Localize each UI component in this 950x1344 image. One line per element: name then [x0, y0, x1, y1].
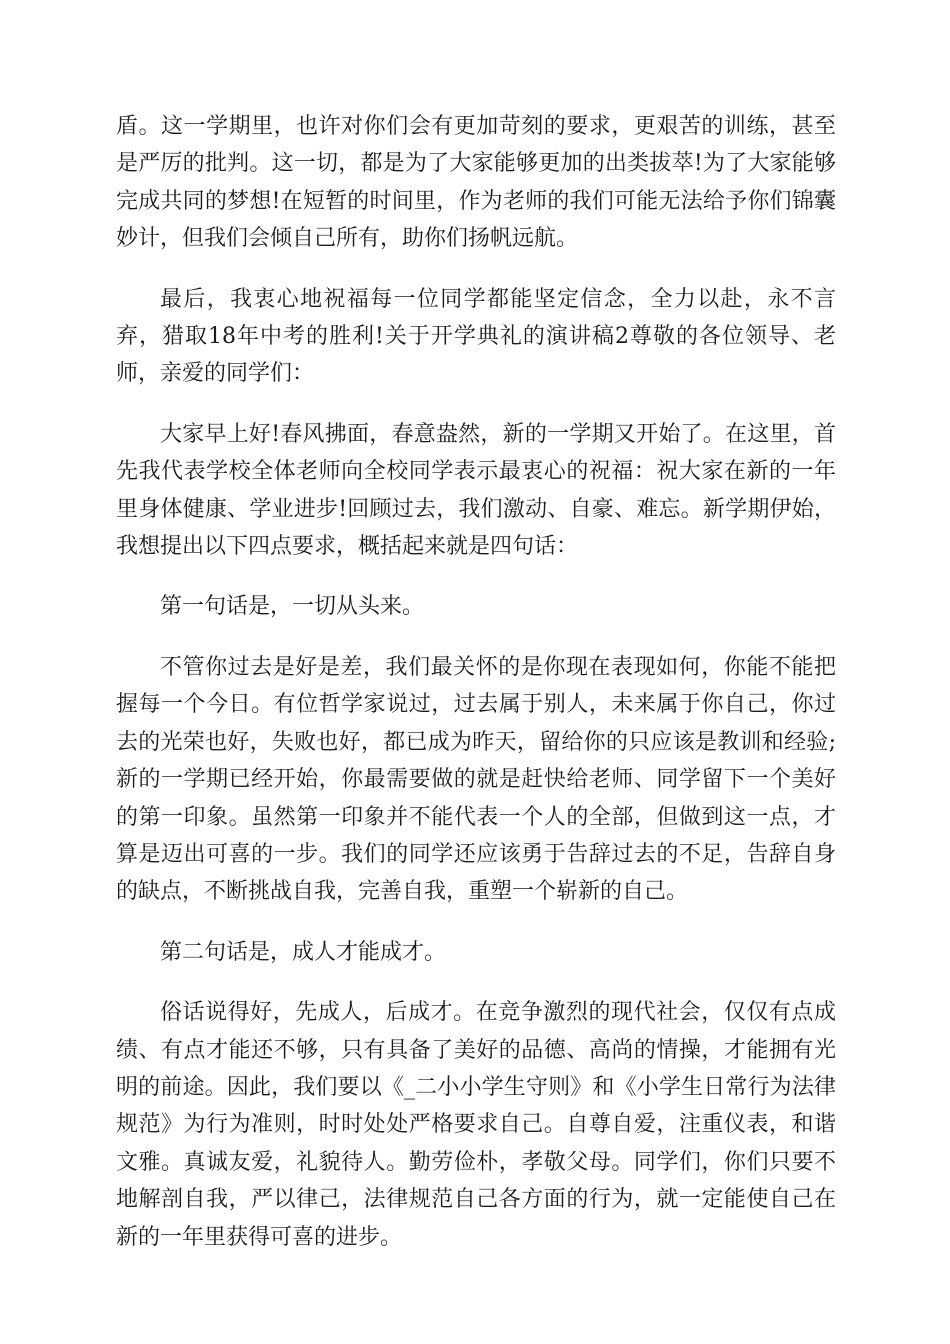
point-two-heading: 第二句话是，成人才能成才。: [160, 939, 447, 965]
paragraph-point-two: 俗话说得好，先成人，后成才。在竞争激烈的现代社会，仅仅有点成绩、有点才能还不够，只有具备了美好的品德、高尚的情操，才能拥有光明的前途。因此，我们要以《_二小小学生守则》和《小学生日常行为法律规范》为行为准则，时时处处严格要求自己。自尊自爱，注重仪表，和谐文雅。真诚友爱，礼貌待人。勤劳俭朴，孝敬父母。同学们，你们只要不地解剖自我，严以律己，法律规范自己各方面的行为，就一定能使自己在新的一年里获得可喜的进步。: [116, 1000, 836, 1250]
paragraph-continuation: 盾。这一学期里，也许对你们会有更加苛刻的要求，更艰苦的训练，甚至是严厉的批判。这一切，都是为了大家能够更加的出类拔萃!为了大家能够完成共同的梦想!在短暂的时间里，作为老师的我们可能无法给予你们锦囊妙计，但我们会倾自己所有，助你们扬帆远航。: [116, 114, 836, 252]
paragraph-closing-wishes: 最后，我衷心地祝福每一位同学都能坚定信念，全力以赴，永不言弃，猎取18年中考的胜利!关于开学典礼的演讲稿2尊敬的各位领导、老师，亲爱的同学们：: [116, 286, 836, 387]
document-body: [116, 108, 836, 1279]
paragraph-greeting: 大家早上好!春风拂面，春意盎然，新的一学期又开始了。在这里，首先我代表学校全体老师向全校同学表示最衷心的祝福：祝大家在新的一年里身体健康、学业进步!回顾过去，我们激动、自豪、难忘。新学期伊始，我想提出以下四点要求，概括起来就是四句话：: [116, 421, 836, 560]
paragraph-point-one: 不管你过去是好是差，我们最关怀的是你现在表现如何，你能不能把握每一个今日。有位哲学家说过，过去属于别人，未来属于你自己，你过去的光荣也好，失败也好，都已成为昨天，留给你的只应该是教训和经验;新的一学期已经开始，你最需要做的就是赶快给老师、同学留下一个美好的第一印象。虽然第一印象并不能代表一个人的全部，但做到这一点，才算是迈出可喜的一步。我们的同学还应该勇于告辞过去的不足，告辞自身的缺点，不断挑战自我，完善自我，重塑一个崭新的自己。: [116, 654, 836, 905]
point-one-heading: 第一句话是，一切从头来。: [160, 594, 425, 620]
